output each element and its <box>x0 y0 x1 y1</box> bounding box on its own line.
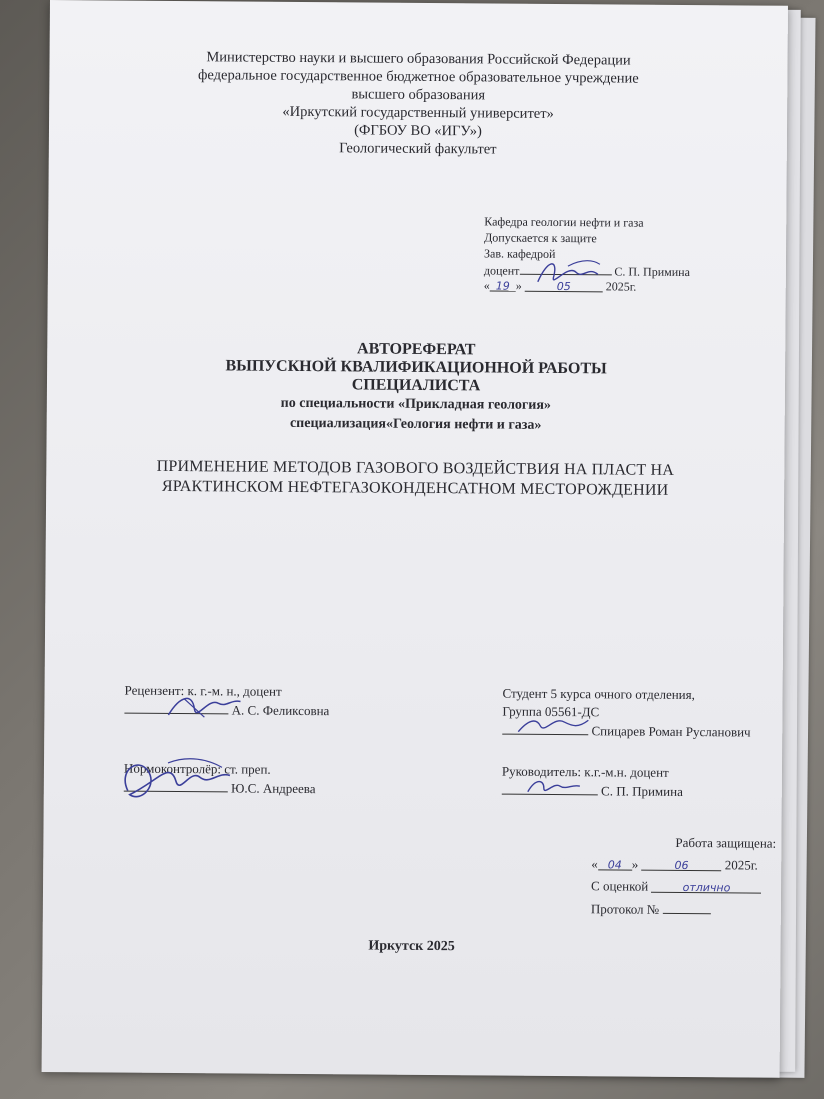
defense-month: 06 <box>641 858 721 872</box>
head-position: доцент <box>483 263 520 278</box>
institution-type-line: федеральное государственное бюджетное образовательное учреждение <box>198 67 639 87</box>
specialization-line: специализация«Геология нефти и газа» <box>289 415 542 433</box>
approval-year: 2025г. <box>605 279 637 294</box>
topic-line-1: ПРИМЕНЕНИЕ МЕТОДОВ ГАЗОВОГО ВОЗДЕЙСТВИЯ НА ПЛАСТ НА <box>156 457 675 479</box>
head-signature <box>528 254 608 295</box>
normcontrol-label: Нормоконтролёр: ст. преп. <box>123 760 271 777</box>
student-signature <box>514 710 594 741</box>
defense-date: « 04 » 06 2025г. <box>591 856 758 873</box>
city-year: Иркутск 2025 <box>368 938 455 955</box>
work-type-title: ВЫПУСКНОЙ КВАЛИФИКАЦИОННОЙ РАБОТЫ <box>225 357 607 378</box>
university-abbr: (ФГБОУ ВО «ИГУ») <box>354 122 482 140</box>
student-label: Студент 5 курса очного отделения, <box>502 685 695 703</box>
protocol-label: Протокол № <box>590 901 660 917</box>
department-name: Кафедра геологии нефти и газа <box>484 214 644 230</box>
student-name: Спицарев Роман Русланович <box>591 723 751 740</box>
protocol-line <box>591 900 711 918</box>
supervisor-label: Руководитель: к.г.-м.н. доцент <box>501 763 669 780</box>
defense-label: Работа защищена: <box>675 834 777 851</box>
approval-date: « 19 » 05 2025г. <box>483 278 637 294</box>
grade-line <box>591 878 762 895</box>
approval-day: 19 <box>490 278 516 291</box>
doc-type-title: АВТОРЕФЕРАТ <box>357 340 476 359</box>
topic-line-2: ЯРАКТИНСКОМ НЕФТЕГАЗОКОНДЕНСАТНОМ МЕСТОРОЖДЕНИИ <box>161 477 669 499</box>
approval-month: 05 <box>525 279 603 293</box>
head-label: Зав. кафедрой <box>483 246 556 261</box>
document-page <box>42 0 788 1078</box>
admitted-label: Допускается к защите <box>484 230 597 246</box>
defense-year: 2025г. <box>724 857 758 873</box>
supervisor-name: С. П. Примина <box>600 783 683 799</box>
university-name: «Иркутский государственный университет» <box>282 103 554 122</box>
normcontrol-name: Ю.С. Андреева <box>231 780 316 797</box>
grade-label: С оценкой <box>591 878 649 894</box>
degree-title: СПЕЦИАЛИСТА <box>351 376 481 395</box>
student-group: Группа 05561-ДС <box>502 703 600 720</box>
supervisor-signature <box>524 774 584 800</box>
reviewer-label: Рецензент: к. г.-м. н., доцент <box>124 682 282 699</box>
faculty-name: Геологический факультет <box>339 140 497 158</box>
ministry-line: Министерство науки и высшего образования Российской Федерации <box>206 49 631 69</box>
normcontrol-signature <box>118 751 238 812</box>
specialty-line: по специальности «Прикладная геология» <box>280 395 552 413</box>
head-name: С. П. Примина <box>614 264 691 280</box>
defense-day: 04 <box>598 857 632 870</box>
reviewer-name: А. С. Феликсовна <box>231 702 330 719</box>
education-level-line: высшего образования <box>351 86 486 104</box>
grade-value: отлично <box>651 880 761 894</box>
reviewer-signature <box>164 689 244 726</box>
